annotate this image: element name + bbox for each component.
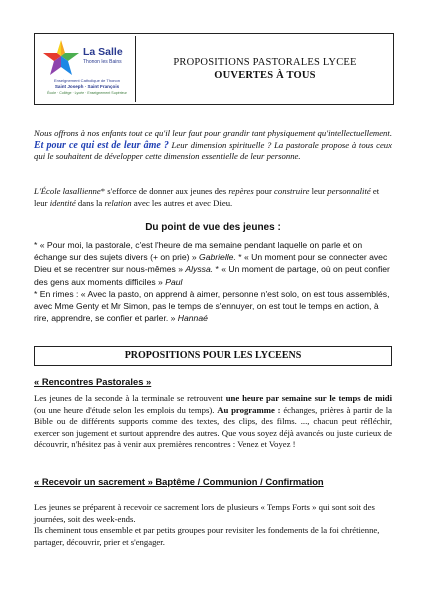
mission-f: leur [311, 186, 326, 196]
youth-quotes [34, 239, 392, 324]
logo-line-1: Enseignement Catholique de Thonon [54, 78, 120, 83]
mission-i: identité [49, 197, 76, 208]
rencontres-t1: Les jeunes de la seconde à la terminale se retrouvent [34, 393, 223, 403]
mission-e: construire [274, 186, 310, 196]
sacrement-p1: Les jeunes se préparent à recevoir ce sacrement lors de plusieurs « Temps Forts » qui sont soit des journées, soit des week-ends. [34, 502, 375, 524]
sacrement-paragraph [34, 502, 392, 548]
mission-l: avec les autres et avec Dieu. [133, 197, 233, 208]
quote-4: * En rimes : « Avec la pasto, on apprend à aimer, personne n'est solo, on est tous assemblés, avec Mme Genty et Mr Simon, pas le temps de s'ennuyer, on est tout le temps en action, à rire, apprendre, se confier et parler. » [34, 288, 390, 324]
intro-text-1: Nous offrons à nos enfants tout ce qu'il leur faut pour grandir tant physiquement qu'intellectuellement. [34, 128, 392, 138]
rencontres-t1b: une heure par semaine sur le temps de midi [225, 393, 392, 403]
quote-4-author: Hannaé [177, 313, 208, 324]
rencontres-t2: (ou une heure d'étude selon les emplois du temps). [34, 404, 215, 415]
mission-g: personnalité [327, 186, 371, 196]
quote-2-author: Alyssa. [185, 264, 214, 275]
mission-d: pour [255, 186, 272, 196]
header-box [34, 33, 394, 105]
school-logo [37, 36, 136, 102]
sacrement-p2: Ils cheminent tous ensemble et par petits groupes pour revisiter les fondements de la foi chrétienne, partager, découvrir, prier et s'engager. [34, 525, 380, 547]
rencontres-paragraph [34, 393, 392, 451]
logo-line-3: École · Collège · Lycée · Enseignement Supérieur [47, 91, 127, 95]
intro-text-2: Leur dimension spirituelle ? La pastorale propose à tous ceux qui le souhaitent de développer cette dimension essentielle de leur personne. [34, 139, 392, 162]
quote-2: * « Un moment pour se connecter avec Dieu et se recentrer sur nous-mêmes » [34, 252, 388, 275]
intro-paragraph [34, 128, 392, 163]
logo-line-2: Saint Joseph · Saint François [54, 84, 120, 89]
title-line-2: OUVERTES À TOUS [214, 70, 316, 81]
mission-k: relation [104, 197, 132, 208]
quote-1: * « Pour moi, la pastorale, c'est l'heure de ma semaine pendant laquelle on parle et on échange sur des sujets divers (+ on prie) » [34, 240, 363, 263]
logo-city: Thonon les Bains [83, 59, 122, 65]
mission-h: et leur [34, 186, 380, 208]
rencontres-heading: « Rencontres Pastorales » [34, 376, 152, 387]
quote-3-author: Paul [165, 276, 183, 287]
quote-3: * « Un moment de partage, où on peut confier des gens aux moments difficiles » [34, 264, 390, 287]
mission-c: repères [228, 186, 254, 196]
quote-1-author: Gabrielle. [199, 252, 236, 263]
mission-paragraph [34, 186, 392, 209]
rencontres-t2b: Au programme : [217, 404, 281, 415]
mission-a: L'École lasallienne [34, 186, 101, 196]
rencontres-t3: échanges, prières à partir de la Bible ou de différents supports comme des textes, des clips, des films. ..., chacun peut réfléchir, exercer son jugement et surtout apprendre des autres. Que vous soyez déjà avancés ou juste curieux de découvrir, n'hésitez pas à venir aux premières rencontres : Venez et Voyez ! [34, 404, 393, 450]
mission-b: * s'efforce de donner aux jeunes des [100, 186, 227, 196]
sacrement-heading: « Recevoir un sacrement » Baptême / Communion / Confirmation [34, 476, 324, 487]
logo-name: La Salle [83, 46, 123, 58]
page-title [137, 56, 393, 82]
section-title: PROPOSITIONS POUR LES LYCEENS [34, 346, 392, 366]
intro-question: Et pour ce qui est de leur âme ? [34, 139, 169, 151]
mission-j: dans la [77, 197, 103, 208]
title-line-1: PROPOSITIONS PASTORALES LYCEE [173, 57, 357, 68]
star-logo-icon [39, 38, 83, 78]
pov-heading: Du point de vue des jeunes : [145, 222, 281, 233]
